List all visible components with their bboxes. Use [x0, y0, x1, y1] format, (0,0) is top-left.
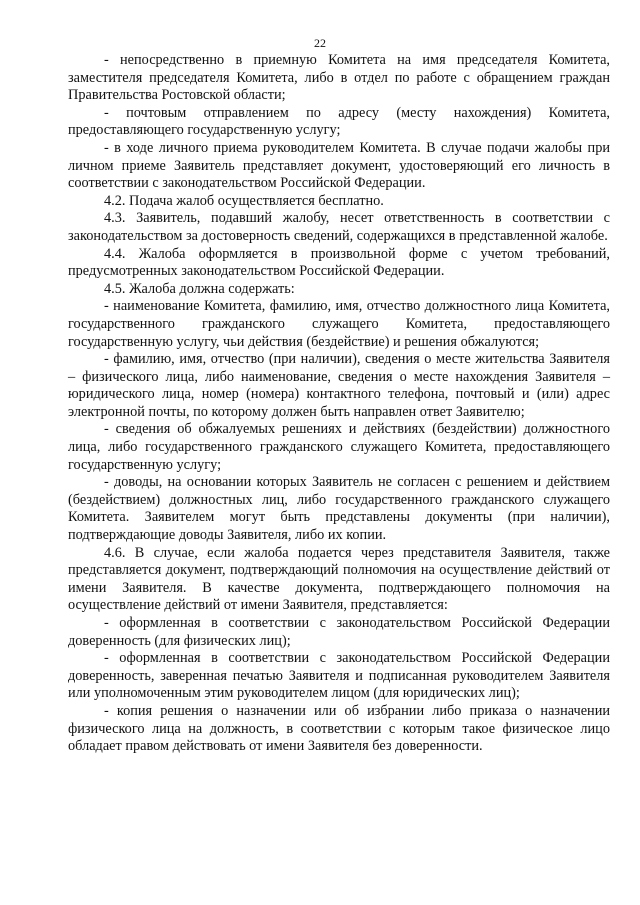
- paragraph: - оформленная в соответствии с законодательством Российской Федерации доверенность, заверенная печатью Заявителя и подписанная руководителем Заявителя или уполномоченным этим руководителем лицом (для юридических лиц);: [68, 650, 610, 702]
- page-number: 22: [314, 36, 326, 50]
- paragraph: - оформленная в соответствии с законодательством Российской Федерации доверенность (для физических лиц);: [68, 615, 610, 649]
- paragraph: - копия решения о назначении или об избрании либо приказа о назначении физического лица на должность, в соответствии с которым такое физическое лицо обладает правом действовать от имени Заявителя без доверенности.: [68, 702, 610, 755]
- paragraph: - сведения об обжалуемых решениях и действиях (бездействии) должностного лица, либо государственного гражданского служащего Комитета, предоставляющего государственную услугу;: [68, 421, 610, 473]
- paragraph: 4.6. В случае, если жалоба подается через представителя Заявителя, также представляется документ, подтверждающий полномочия на осуществление действий от имени Заявителя. В качестве документа, подтверждающего полномочия на осуществление действий от имени Заявителя, представляется:: [68, 544, 610, 614]
- paragraph: - доводы, на основании которых Заявитель не согласен с решением и действием (бездействием) должностных лиц, либо государственного гражданского служащего Комитета. Заявителем могут быть представлены документы (при наличии), подтверждающие доводы Заявителя, либо их копии.: [68, 474, 610, 544]
- paragraph: 4.3. Заявитель, подавший жалобу, несет ответственность в соответствии с законодательством за достоверность сведений, содержащихся в представленной жалобе.: [68, 210, 610, 244]
- paragraph: - наименование Комитета, фамилию, имя, отчество должностного лица Комитета, государственного гражданского служащего Комитета, предоставляющего государственную услугу, чьи действия (бездействие) и решения обжалуются;: [68, 298, 610, 350]
- document-body: [68, 52, 610, 756]
- paragraph: - фамилию, имя, отчество (при наличии), сведения о месте жительства Заявителя – физического лица, либо наименование, сведения о месте нахождения Заявителя – юридического лица, номер (номера) контактного телефона, почтовый и (или) адрес электронной почты, по которому должен быть направлен ответ Заявителю;: [68, 351, 610, 420]
- paragraph: - непосредственно в приемную Комитета на имя председателя Комитета, заместителя председателя Комитета, либо в отдел по работе с обращением граждан Правительства Ростовской области;: [68, 52, 610, 104]
- paragraph: 4.4. Жалоба оформляется в произвольной форме с учетом требований, предусмотренных законодательством Российской Федерации.: [68, 245, 610, 280]
- paragraph: 4.2. Подача жалоб осуществляется бесплатно.: [104, 192, 384, 209]
- paragraph: 4.5. Жалоба должна содержать:: [104, 280, 295, 297]
- paragraph: - почтовым отправлением по адресу (месту нахождения) Комитета, предоставляющего государственную услугу;: [68, 104, 610, 139]
- paragraph: - в ходе личного приема руководителем Комитета. В случае подачи жалобы при личном приеме Заявитель представляет документ, удостоверяющий его личность в соответствии с законодательством Российской Федерации.: [68, 139, 610, 192]
